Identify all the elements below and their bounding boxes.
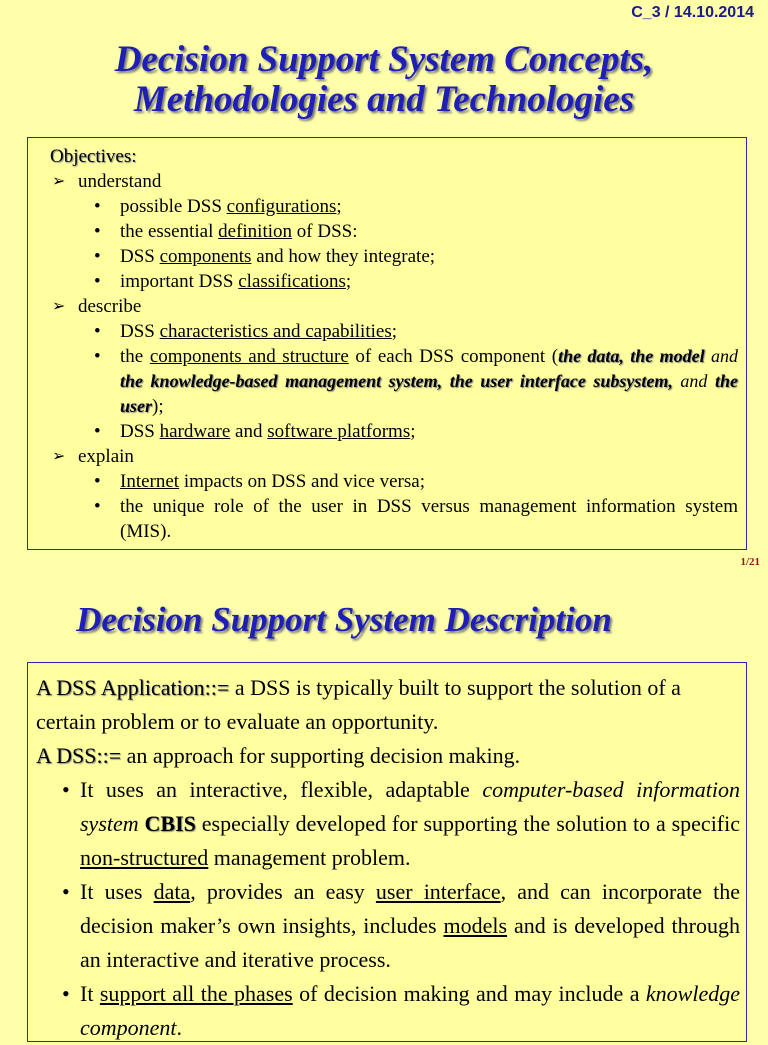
bullet-icon: • [94,246,101,267]
bullet-icon: • [94,196,101,217]
description-box [27,662,747,1042]
objectives-box [27,137,747,550]
title-line1: Decision Support System Concepts, [114,39,654,80]
title-line2: Methodologies and Technologies [133,79,635,120]
term: A DSS::= [36,743,122,768]
term: A DSS Application::= [36,675,230,700]
list-item: • DSS hardware and software platforms; [94,421,416,442]
bullet-icon: • [94,421,101,442]
list-item: • DSS characteristics and capabilities; [94,321,398,342]
slide-id: C_3 / 14.10.2014 [631,4,754,21]
bullet-icon: • [94,496,101,517]
bullet-icon: • [62,879,70,904]
bullet-icon: • [94,346,101,367]
arrow-bullet-icon: ➢ [52,173,66,190]
page-number: 1/21 [740,556,760,568]
list-item: • important DSS classifications; [94,271,352,292]
arrow-bullet-icon: ➢ [52,448,66,465]
list-item: • the essential definition of DSS: [94,221,358,242]
list-item: • possible DSS configurations; [94,196,342,217]
list-item-understand: ➢ understand [52,171,162,192]
bullet-icon: • [94,471,101,492]
dss-application-definition: A DSS Application::= a DSS is typically built to support the solution of a certain problem or to evaluate an opportunity. [36,675,681,734]
list-item-describe: ➢ describe [52,296,142,317]
bullet-icon: • [62,777,70,802]
objectives-heading: Objectives: [50,146,137,167]
bullet-icon: • [94,271,101,292]
bullet-icon: • [94,321,101,342]
list-item: • DSS components and how they integrate; [94,246,436,267]
arrow-bullet-icon: ➢ [52,298,66,315]
bullet-icon: • [62,981,70,1006]
list-item: • the unique role of the user in DSS versus management information system (MIS). [94,496,738,542]
bullet-icon: • [94,221,101,242]
dss-definition: A DSS::= an approach for supporting decision making. [36,743,521,768]
list-item: • It uses an interactive, flexible, adaptable computer-based information system CBIS especially developed for supporting the solution to a specific non-structured management problem. [36,773,740,875]
list-item-explain: ➢ explain [52,446,134,467]
list-item: • Internet impacts on DSS and vice versa; [94,471,425,492]
list-item: • It uses data, provides an easy user interface, and can incorporate the decision maker’s own insights, includes models and is developed through an interactive and iterative process. [36,875,740,977]
slide1-title [0,40,768,120]
list-item: • It support all the phases of decision making and may include a knowledge component. [36,977,740,1045]
list-item: • the components and structure of each DSS component (the data, the model and the knowledge-based management system, the user interface subsystem, and the user); [94,346,739,417]
slide2-title: Decision Support System Description [76,600,612,639]
